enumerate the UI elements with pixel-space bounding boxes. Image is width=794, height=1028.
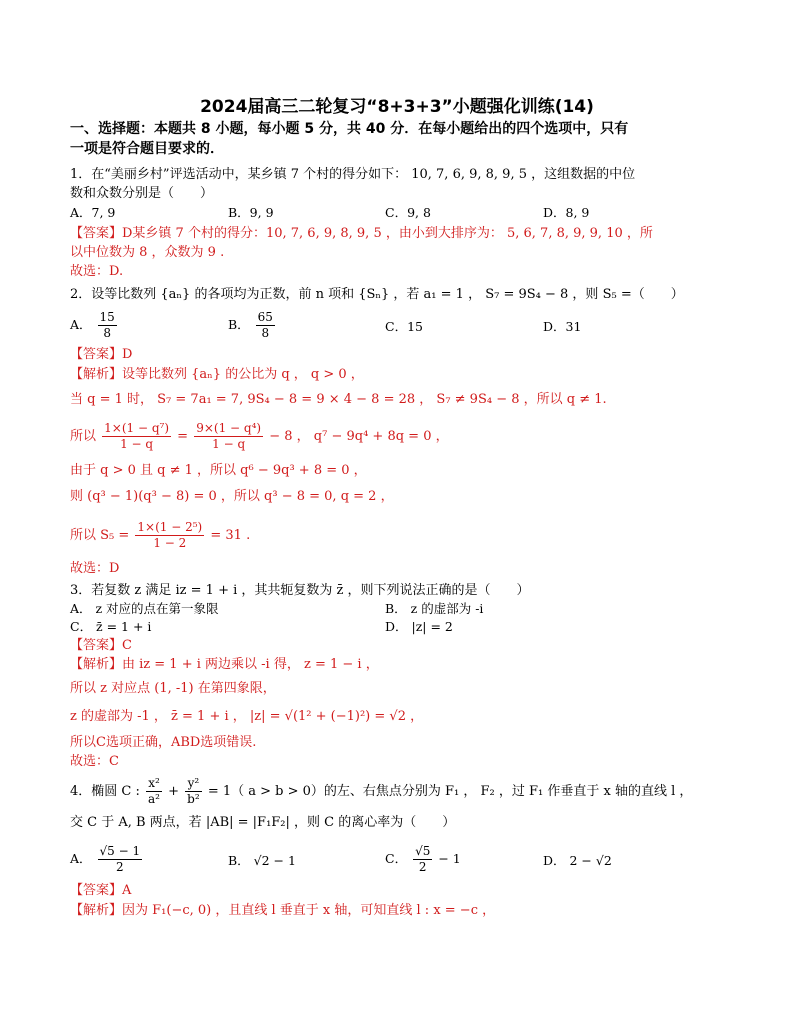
q4-option-c-fraction — [413, 844, 432, 875]
q2-option-a-num: 15 — [99, 310, 115, 324]
q3-analysis-text: 由 iz = 1 + i 两边乘以 -i 得， z = 1 − i ， — [122, 657, 379, 672]
q2-line4: 由于 q > 0 且 q ≠ 1 ，所以 q⁶ − 9q³ + 8 = 0 ， — [70, 463, 367, 478]
q4-option-c-den: 2 — [418, 860, 427, 874]
q4-analysis-tag: 【解析】 — [70, 903, 123, 918]
q3-option-b: B． z 的虚部为 -i — [385, 601, 484, 616]
q1-option-a: A．7, 9 — [70, 205, 116, 220]
q4-stem-f1-den: a² — [148, 792, 160, 806]
q4-option-c-num: √5 — [415, 844, 431, 858]
q2-line3-f1-num: 1×(1 − q⁷) — [104, 421, 170, 435]
q2-stem: 2．设等比数列 {aₙ} 的各项均为正数，前 n 项和 {Sₙ} ，若 a₁ = 1 ， S₇ = 9S₄ − 8 ，则 S₅ =（ ） — [70, 287, 684, 302]
q1-option-b: B．9, 9 — [228, 205, 274, 220]
q2-analysis1 — [70, 366, 364, 384]
q2-option-b — [228, 310, 277, 341]
page-title: 2024届高三二轮复习“8+3+3”小题强化训练(14) — [200, 97, 594, 117]
section-heading-line2: 一项是符合题目要求的． — [70, 141, 224, 157]
q2-answer: 【答案】D — [70, 347, 133, 362]
q3-line3: z 的虚部为 -1 ， z̄ = 1 + i ， |z| = √(1² + (−1)²) = √2 ， — [70, 709, 424, 724]
q2-line6 — [70, 520, 250, 551]
q2-option-d: D．31 — [543, 319, 582, 334]
q4-stem-line2: 交 C 于 A, B 两点，若 |AB| = |F₁F₂| ，则 C 的离心率为（ ） — [70, 815, 456, 830]
q4-option-a-label: A． — [70, 851, 92, 866]
q3-option-c: C． z̄ = 1 + i — [70, 619, 152, 634]
q1-option-d: D．8, 9 — [543, 205, 590, 220]
q2-line6-prefix: 所以 S₅ = — [70, 528, 130, 543]
q1-stem-line1: 1．在“美丽乡村”评选活动中，某乡镇 7 个村的得分如下： 10, 7, 6, 9, 8, 9, 5 ，这组数据的中位 — [70, 167, 636, 182]
q4-option-b: B． √2 − 1 — [228, 853, 296, 868]
q3-stem: 3．若复数 z 满足 iz = 1 + i ，其共轭复数为 z̄ ，则下列说法正确的是（ ） — [70, 583, 530, 598]
q4-stem-prefix: 4．椭圆 C : — [70, 784, 140, 799]
q2-option-a-fraction — [98, 310, 117, 341]
q4-stem-f2-den: b² — [187, 792, 200, 806]
q2-option-b-fraction — [256, 310, 275, 341]
q2-option-c: C．15 — [385, 319, 423, 334]
q2-choose: 故选：D — [70, 561, 120, 576]
q4-answer: 【答案】A — [70, 883, 132, 898]
q2-line3-fraction1 — [102, 421, 171, 452]
q4-option-a-den: 2 — [116, 860, 124, 874]
q4-stem-line1 — [70, 776, 692, 807]
q4-option-c-label: C． — [385, 851, 408, 866]
q4-stem-fraction2 — [185, 776, 202, 807]
q3-analysis-tag: 【解析】 — [70, 657, 123, 672]
q2-line6-den: 1 − 2 — [153, 536, 187, 550]
q2-line3-f2-den: 1 − q — [212, 437, 246, 451]
q1-stem-line2: 数和众数分别是（ ） — [70, 186, 214, 201]
q1-option-c: C．9, 8 — [385, 205, 431, 220]
q2-line3-suffix: − 8 ， q⁷ − 9q⁴ + 8q = 0 ， — [269, 429, 449, 444]
q2-line3-prefix: 所以 — [70, 429, 97, 444]
q2-analysis-tag: 【解析】 — [70, 367, 123, 382]
q2-analysis-text: 设等比数列 {aₙ} 的公比为 q ， q > 0 ， — [122, 367, 364, 382]
q1-choose: 故选：D. — [70, 264, 124, 279]
q3-analysis1 — [70, 656, 379, 674]
q2-line2: 当 q = 1 时， S₇ = 7a₁ = 7, 9S₄ − 8 = 9 × 4 − 8 = 28 ， S₇ ≠ 9S₄ − 8 ，所以 q ≠ 1. — [70, 392, 607, 407]
q4-stem-plus: + — [168, 784, 180, 799]
q3-option-d: D． |z| = 2 — [385, 619, 453, 634]
q4-analysis-text: 因为 F₁(−c, 0) ，且直线 l 垂直于 x 轴，可知直线 l : x = −c ， — [122, 903, 496, 918]
q4-stem-f2-num: y² — [185, 776, 202, 792]
q4-stem-suffix: = 1（ a > b > 0）的左、右焦点分别为 F₁ ， F₂ ，过 F₁ 作垂直于 x 轴的直线 l ， — [207, 784, 693, 799]
q2-line6-suffix: = 31 . — [210, 528, 251, 543]
q3-option-a: A． z 对应的点在第一象限 — [70, 601, 219, 616]
q3-line2: 所以 z 对应点 (1, -1) 在第四象限， — [70, 681, 276, 696]
q4-analysis1 — [70, 902, 495, 920]
q4-option-a-fraction — [98, 844, 143, 875]
q3-choose: 故选：C — [70, 754, 119, 769]
q2-option-b-label: B． — [228, 317, 250, 332]
q3-answer: 【答案】C — [70, 638, 132, 653]
q2-option-a-label: A． — [70, 317, 92, 332]
q4-stem-fraction1 — [146, 776, 162, 807]
q1-answer-line2: 以中位数为 8 ，众数为 9 . — [70, 245, 225, 260]
q4-option-d: D． 2 − √2 — [543, 853, 612, 868]
q4-option-a-num: √5 − 1 — [99, 844, 141, 858]
q4-option-c — [385, 844, 461, 875]
q1-answer-line1: 【答案】D某乡镇 7 个村的得分：10, 7, 6, 9, 8, 9, 5 ，由小到大排序为： 5, 6, 7, 8, 9, 9, 10 ，所 — [70, 226, 653, 241]
q2-line3-eq: = — [177, 429, 189, 444]
q4-option-a — [70, 844, 144, 875]
q2-option-b-den: 8 — [261, 326, 270, 340]
q2-line5: 则 (q³ − 1)(q³ − 8) = 0 ，所以 q³ − 8 = 0, q = 2 ， — [70, 489, 394, 504]
q2-option-b-num: 65 — [257, 310, 273, 324]
q2-line3-f2-num: 9×(1 − q⁴) — [196, 421, 262, 435]
q4-option-c-tail: − 1 — [438, 851, 461, 866]
q2-line6-fraction — [135, 520, 204, 551]
q2-option-a — [70, 310, 119, 341]
q2-line6-num: 1×(1 − 2⁵) — [137, 520, 203, 534]
q2-line3 — [70, 421, 449, 452]
section-heading-line1: 一、选择题：本题共 8 小题，每小题 5 分，共 40 分．在每小题给出的四个选项中，只有 — [70, 121, 629, 137]
q2-line3-fraction2 — [194, 421, 263, 452]
q3-line4: 所以C选项正确，ABD选项错误. — [70, 735, 257, 750]
q4-stem-f1-num: x² — [146, 776, 162, 792]
q2-option-a-den: 8 — [103, 326, 111, 340]
q2-line3-f1-den: 1 − q — [120, 437, 154, 451]
